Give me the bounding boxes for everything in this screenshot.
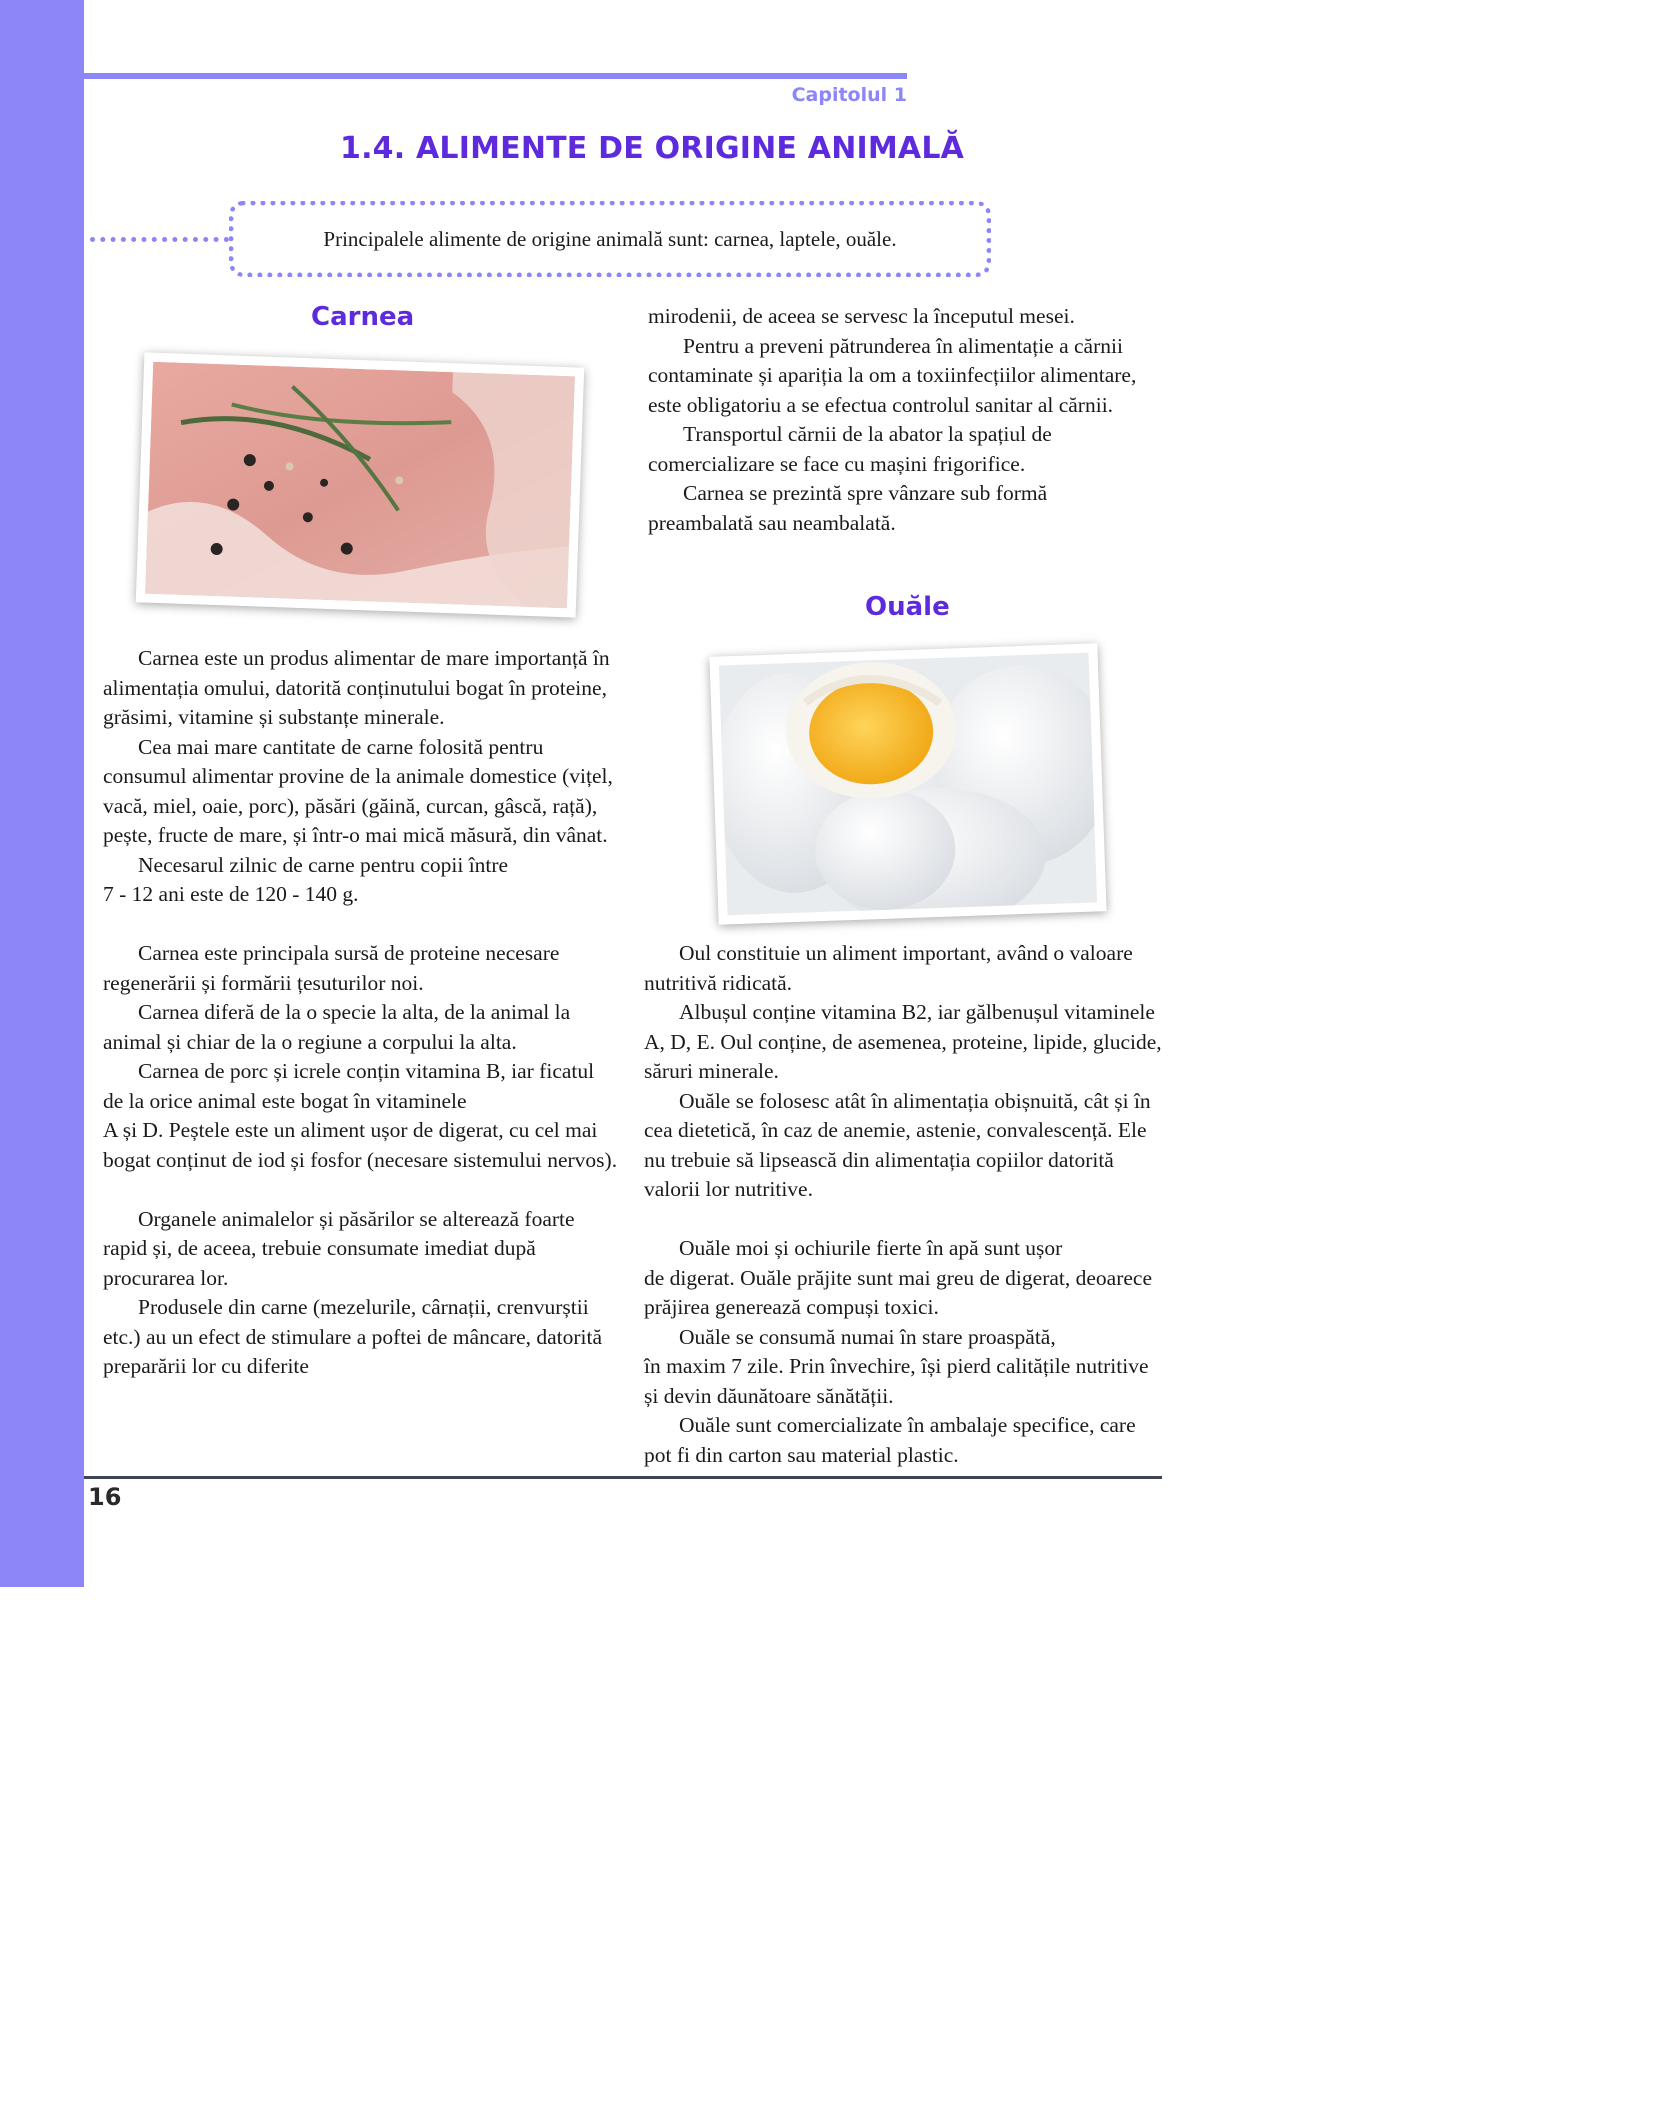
intro-dotted-leader: [90, 237, 229, 242]
intro-callout: [229, 201, 991, 277]
chapter-label: Capitolul 1: [791, 84, 907, 106]
heading-carnea: Carnea: [311, 302, 415, 332]
paragraph: Transportul cărnii de la abator la spațiul de comercializare se face cu mașini frigorifice.: [648, 422, 1052, 476]
heading-ouale: Ouăle: [865, 592, 950, 622]
paragraph: Necesarul zilnic de carne pentru copii între: [138, 852, 509, 877]
paragraph: Pentru a preveni pătrunderea în alimentație a cărnii contaminate și apariția la om a toxiinfecțiilor alimentare, este obligatoriu a se efectua controlul sanitar al cărnii.: [648, 333, 1137, 417]
footer-rule: [84, 1476, 1162, 1479]
paragraph: Cea mai mare cantitate de carne folosită pentru consumul alimentar provine de la animale domestice (vițel, vacă, miel, oaie, porc), păsări (găină, curcan, gâscă, rață), pește, fructe de mare, și într-o mai mică măsură, din vânat.: [103, 734, 613, 847]
paragraph: A și D. Peștele este un aliment ușor de digerat, cu cel mai bogat conținut de iod și fosfor (necesare sistemului nervos).: [103, 1118, 618, 1172]
paragraph: Produsele din carne (mezelurile, cârnații, crenvurștii etc.) au un efect de stimulare a poftei de mâncare, datorită preparării lor cu diferite: [103, 1295, 603, 1378]
section-title: 1.4. ALIMENTE DE ORIGINE ANIMALĂ: [340, 131, 965, 166]
ouale-column: [644, 939, 1164, 1470]
intro-text: Principalele alimente de origine animală sunt: carnea, laptele, ouăle.: [323, 226, 897, 251]
paragraph: de digerat. Ouăle prăjite sunt mai greu de digerat, deoarece prăjirea generează compuși toxici.: [644, 1265, 1153, 1319]
meat-photo: [136, 352, 584, 617]
eggs-photo: [709, 643, 1106, 924]
paragraph: Carnea se prezintă spre vânzare sub formă preambalată sau neambalată.: [648, 481, 1048, 535]
paragraph: Ouăle se consumă numai în stare proaspătă,: [679, 1324, 1056, 1349]
paragraph: Oul constituie un aliment important, având o valoare nutritivă ridicată.: [644, 941, 1133, 995]
paragraph: Carnea diferă de la o specie la alta, de la animal la animal și chiar de la o regiune a corpului la alta.: [103, 1000, 571, 1054]
left-color-band: [0, 0, 84, 1587]
paragraph: mirodenii, de aceea se servesc la începutul mesei.: [648, 304, 1075, 328]
page-number: 16: [88, 1483, 122, 1511]
header-rule: [84, 73, 907, 79]
paragraph: Albușul conține vitamina B2, iar gălbenușul vitaminele A, D, E. Oul conține, de asemenea, proteine, lipide, glucide, săruri minerale.: [644, 1000, 1162, 1083]
meat-image: [145, 362, 575, 609]
carnea-left-column: [103, 644, 618, 1382]
paragraph: Organele animalelor și păsărilor se alterează foarte rapid și, de aceea, trebuie consumate imediat după procurarea lor.: [103, 1206, 575, 1290]
paragraph: Carnea de porc și icrele conțin vitamina B, iar ficatul de la orice animal este bogat în vitaminele: [103, 1059, 595, 1113]
paragraph: în maxim 7 zile. Prin învechire, își pierd calitățile nutritive și devin dăunătoare sănătății.: [644, 1354, 1149, 1408]
paragraph: Carnea este principala sursă de proteine necesare regenerării și formării țesuturilor noi.: [103, 941, 560, 995]
paragraph: Carnea este un produs alimentar de mare importanță în alimentația omului, datorită conținutului bogat în proteine, grăsimi, vitamine și substanțe minerale.: [103, 646, 610, 729]
carnea-right-column: [648, 302, 1138, 538]
paragraph: Ouăle se folosesc atât în alimentația obișnuită, cât și în cea dietetică, în caz de anemie, astenie, convalescență. Ele nu trebuie să lipsească din alimentația copiilor datorită valorii lor nutritive.: [644, 1088, 1151, 1201]
paragraph: 7 - 12 ani este de 120 - 140 g.: [103, 882, 359, 906]
paragraph: Ouăle sunt comercializate în ambalaje specifice, care pot fi din carton sau material plastic.: [644, 1413, 1136, 1467]
paragraph: Ouăle moi și ochiurile fierte în apă sunt ușor: [679, 1236, 1063, 1260]
eggs-image: [719, 653, 1097, 916]
